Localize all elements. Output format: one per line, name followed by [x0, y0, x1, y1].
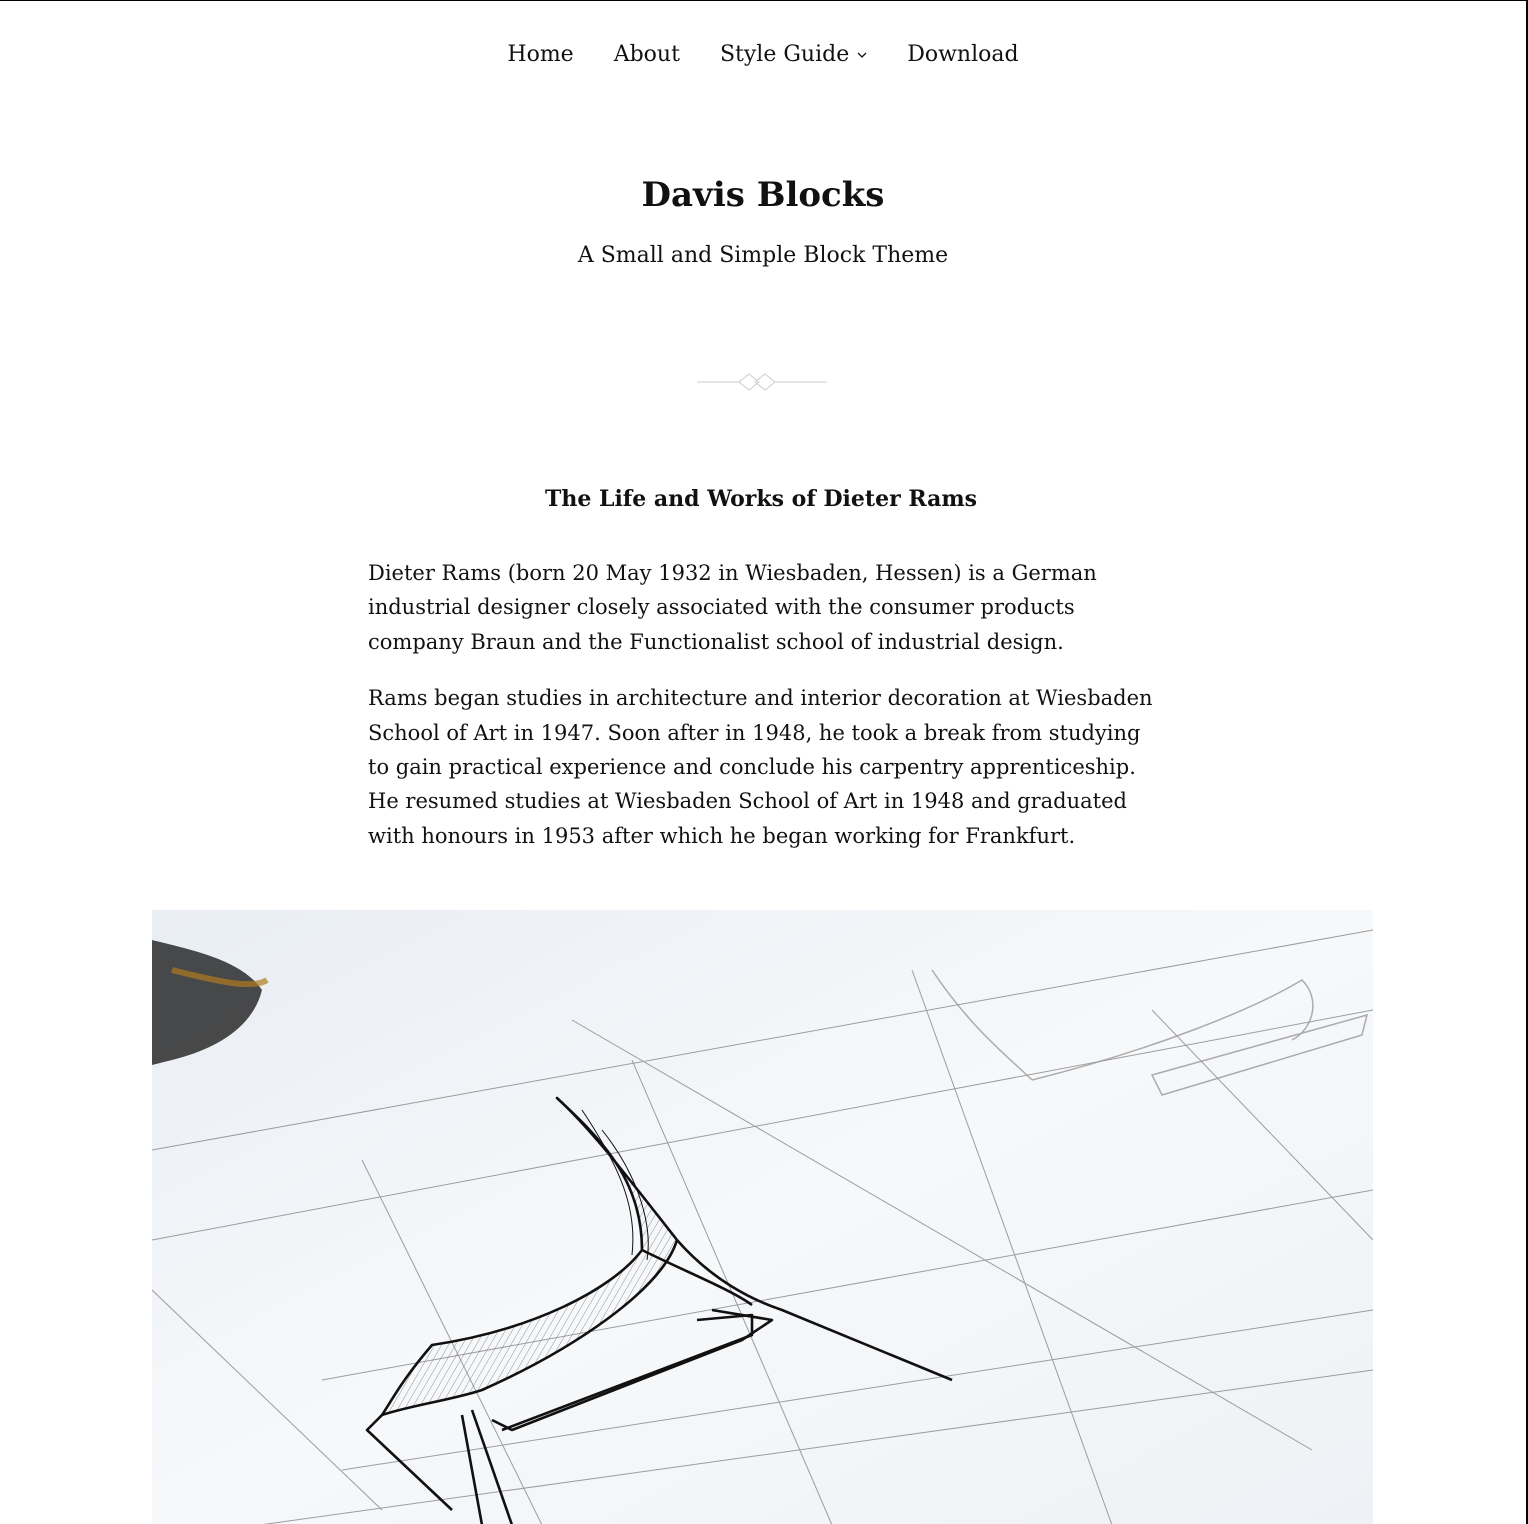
- post-paragraph: Dieter Rams (born 20 May 1932 in Wiesbaden, Hessen) is a German industrial designer closely associated with the consumer products company Braun and the Functionalist school of industrial design.: [368, 561, 1097, 654]
- nav-item-home[interactable]: [507, 37, 573, 73]
- nav-item-label: Style Guide: [719, 42, 850, 67]
- nav-item-label: Download: [907, 42, 1019, 67]
- nav-item-style-guide[interactable]: [720, 37, 867, 73]
- nav-item-about[interactable]: [614, 37, 680, 73]
- nav-item-label: About: [613, 42, 680, 67]
- site-tagline: A Small and Simple Block Theme: [577, 243, 949, 268]
- chair-sketch-illustration: [152, 910, 1373, 1524]
- primary-navigation: [0, 37, 1526, 73]
- chair-sketch-image: [152, 910, 1373, 1524]
- double-diamond-separator-icon: [697, 371, 827, 393]
- site-title[interactable]: Davis Blocks: [641, 175, 885, 215]
- nav-item-download[interactable]: [907, 37, 1018, 73]
- post-content: [368, 479, 1168, 875]
- nav-item-label: Home: [507, 42, 574, 67]
- post-heading: The Life and Works of Dieter Rams: [544, 486, 978, 512]
- chevron-down-icon[interactable]: [857, 50, 867, 60]
- post-paragraph: Rams began studies in architecture and interior decoration at Wiesbaden School of Art in 1947. Soon after in 1948, he took a break from studying to gain practical experience and conclude his carpentry apprenticeship. He resumed studies at Wiesbaden School of Art in 1948 and graduated with honours in 1953 after which he began working for Frankfurt.: [368, 686, 1153, 848]
